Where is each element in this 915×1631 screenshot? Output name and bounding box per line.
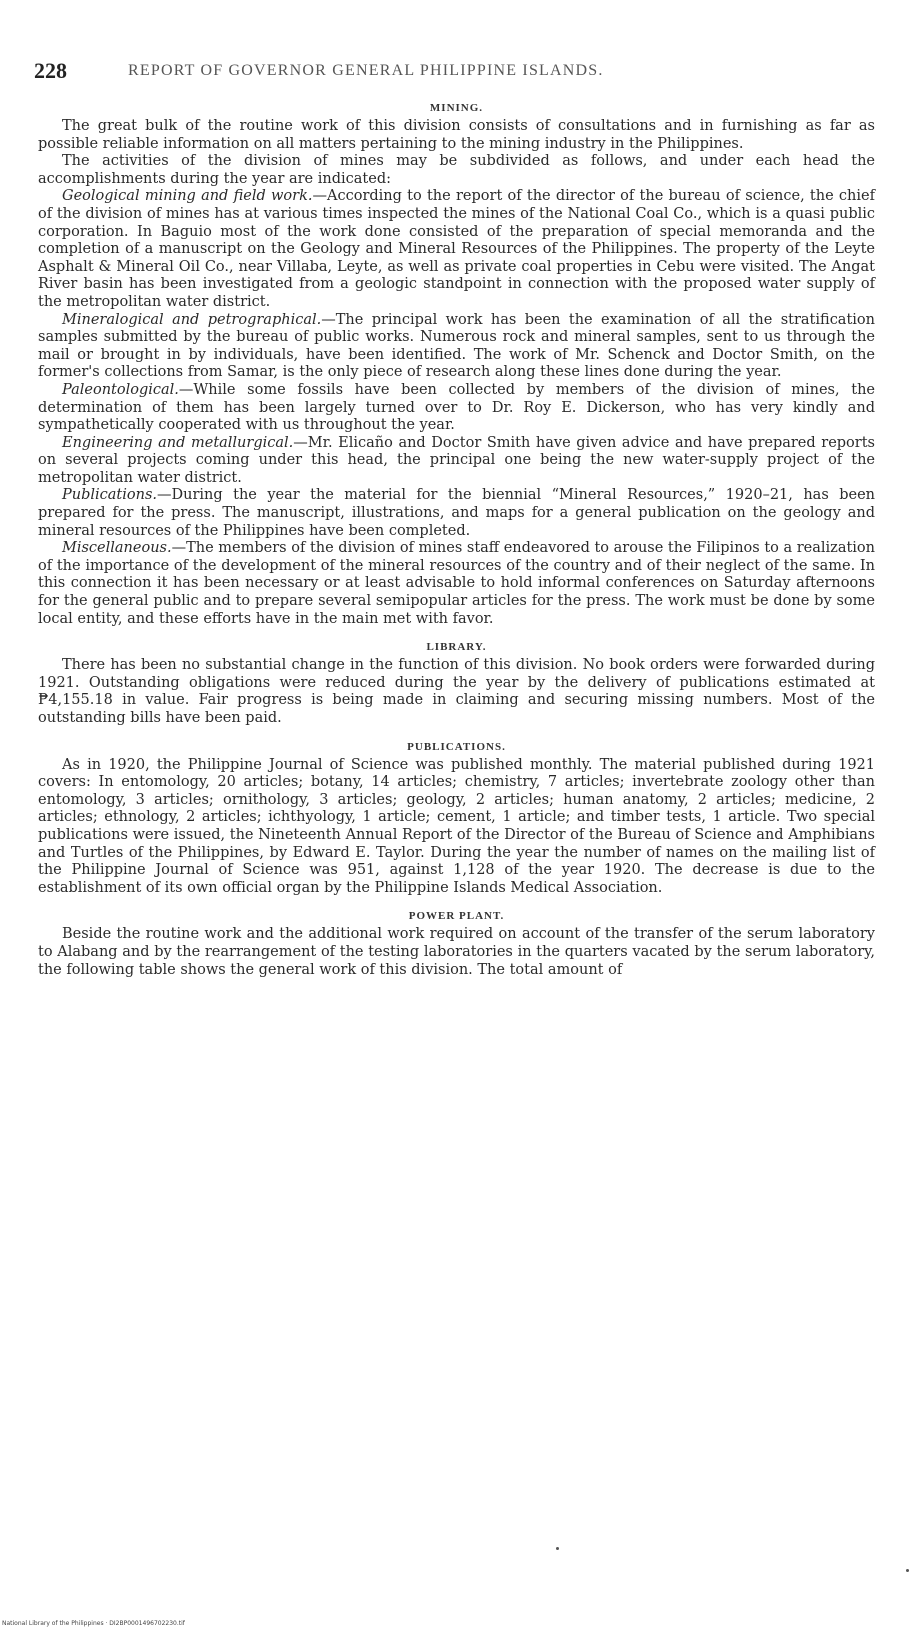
paragraph-text: —The members of the division of mines staff endeavored to arouse the Filipinos to a realization of the importance of the development of the mineral resources of the country and of their neglect of the same. In this connection it has been necessary or at least advisable to hold informal conferences on Saturday afternoons for the general public and to prepare several semipopular articles for the press. The work must be done by some local entity, and these efforts have in the main met with favor.	[38, 540, 875, 627]
scan-speck	[556, 1547, 559, 1550]
scan-speck	[906, 1569, 909, 1572]
run-in-heading: Miscellaneous.	[62, 540, 172, 557]
section-publications	[38, 737, 875, 898]
run-in-heading: Paleontological.	[62, 381, 179, 398]
paragraph	[38, 757, 875, 898]
paragraph-text: The activities of the division of mines may be subdivided as follows, and under each head the accomplishments during the year are indicated:	[38, 153, 875, 187]
paragraph	[38, 540, 875, 628]
section-heading: LIBRARY.	[426, 641, 487, 654]
page-body	[38, 98, 875, 979]
section-spacer	[38, 628, 875, 637]
paragraph-text: —While some fossils have been collected by members of the division of mines, the determination of them has been largely turned over to Dr. Roy E. Dickerson, who has very kindly and sympathetically cooperated with us throughout the year.	[38, 381, 875, 434]
paragraph-text: As in 1920, the Philippine Journal of Science was published monthly. The material published during 1921 covers: In entomology, 20 articles; botany, 14 articles; chemistry, 7 articles; invertebrate zoology other than entomology, 3 articles; ornithology, 3 articles; geology, 2 articles; human anatomy, 2 articles; medicine, 2 articles; ethnology, 2 articles; ichthyology, 1 article; cement, 1 article; and timber tests, 1 article. Two special publications were issued, the Nineteenth Annual Report of the Director of the Bureau of Science and Amphibians and Turtles of the Philippines, by Edward E. Taylor. During the year the number of names on the mailing list of the Philippine Journal of Science was 951, against 1,128 of the year 1920. The decrease is due to the establishment of its own official organ by the Philippine Islands Medical Association.	[38, 756, 875, 896]
paragraph-text: —According to the report of the director of the bureau of science, the chief of the division of mines has at various times inspected the mines of the National Coal Co., which is a quasi public corporation. In Baguio most of the work done consisted of the preparation of special memoranda and the completion of a manuscript on the Geology and Mineral Resources of the Philippines. The property of the Leyte Asphalt & Mineral Oil Co., near Villaba, Leyte, as well as private coal properties in Cebu were visited. The Angat River basin has been investigated from a geologic standpoint in connection with the proposed water supply of the metropolitan water district.	[38, 188, 875, 310]
paragraph-text: There has been no substantial change in the function of this division. No book orders were forwarded during 1921. Outstanding obligations were reduced during the year by the delivery of publications estimated at ₱4,155.18 in value. Fair progress is being made in claiming and securing missing numbers. Most of the outstanding bills have been paid.	[38, 657, 875, 726]
section-power-plant	[38, 906, 875, 979]
section-spacer	[38, 728, 875, 737]
paragraph	[38, 312, 875, 382]
section-spacer	[38, 897, 875, 906]
section-mining	[38, 98, 875, 628]
run-in-heading: Geological mining and field work.	[62, 188, 313, 205]
paragraph-text: —During the year the material for the biennial “Mineral Resources,” 1920–21, has been prepared for the press. The manuscript, illustrations, and maps for a general publication on the geology and mineral resources of the Philippines have been completed.	[38, 487, 875, 539]
run-in-heading: Publications.	[62, 487, 158, 504]
page-number: 228	[34, 58, 67, 83]
section-heading: MINING.	[429, 102, 484, 114]
paragraph	[38, 487, 875, 540]
run-in-heading: Mineralogical and petrographical.	[62, 311, 322, 328]
paragraph	[38, 153, 875, 188]
section-library	[38, 637, 875, 727]
run-in-heading: Engineering and metallurgical.	[62, 434, 294, 451]
paragraph	[38, 382, 875, 435]
paragraph-text: —The principal work has been the examination of all the stratification samples submitted by the bureau of public works. Numerous rock and mineral samples, sent to us through the mail or brought in by individuals, have been identified. The work of Mr. Schenck and Doctor Smith, on the former's collections from Samar, is the only piece of research along these lines done during the year.	[38, 311, 875, 381]
paragraph	[38, 188, 875, 311]
section-heading: PUBLICATIONS.	[407, 740, 506, 753]
paragraph	[38, 118, 875, 153]
scan-footer-note: National Library of the Philippines · DI2BP0001496702230.tif	[2, 1620, 185, 1627]
paragraph-text: —Mr. Elicaño and Doctor Smith have given advice and have prepared reports on several projects coming under this head, the principal one being the new water-supply project of the metropolitan water district.	[38, 434, 875, 486]
section-heading: POWER PLANT.	[408, 910, 505, 923]
paragraph-text: The great bulk of the routine work of this division consists of consultations and in furnishing as far as possible reliable information on all matters pertaining to the mining industry in the Philippines.	[38, 118, 875, 152]
paragraph	[38, 926, 875, 979]
paragraph	[38, 657, 875, 727]
paragraph	[38, 435, 875, 488]
running-title: REPORT OF GOVERNOR GENERAL PHILIPPINE ISLANDS.	[128, 62, 604, 79]
page-header	[34, 58, 874, 88]
paragraph-text: Beside the routine work and the additional work required on account of the transfer of the serum laboratory to Alabang and by the rearrangement of the testing laboratories in the quarters vacated by the serum laboratory, the following table shows the general work of this division. The total amount of	[38, 926, 875, 978]
